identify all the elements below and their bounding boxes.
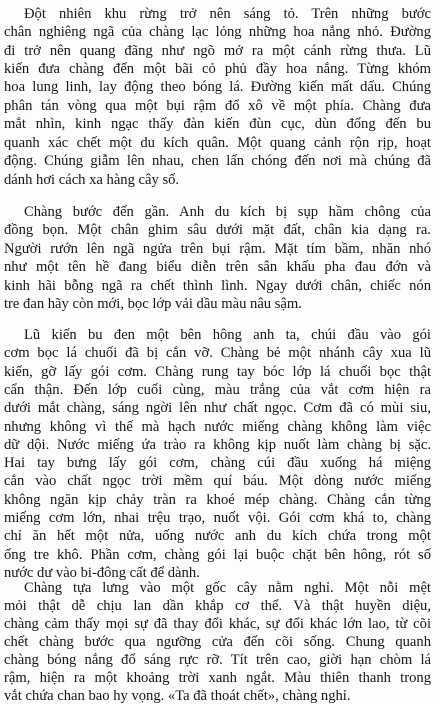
text-line: như một tên hề đang biểu diễn trên sân khấu pha đau đớn và: [4, 259, 431, 275]
text-line: cẩn thận. Đến lớp cuối cùng, màu trắng của vắt cơm hiện ra: [4, 382, 431, 398]
text-line: kiến, gỡ lấy gói cơm. Chàng rung tay bóc lớp lá chuối bọc thật: [4, 364, 431, 380]
text-line: chỉ ăn hết một nửa, uống nước anh du kích chứa trong một: [4, 528, 431, 544]
text-line: Chàng bước đến gần. Anh du kích bị sụp hầm chông của: [24, 204, 431, 220]
text-line: không ngăn kịp chảy tràn ra khoé mép chàng. Chàng cắn từng: [4, 492, 431, 508]
text-line: kiến đưa chàng đến một bãi cỏ phủ đầy hoa nắng. Từng khóm: [4, 61, 431, 77]
text-line: tre đan hãy còn mới, bọc lớp vải dầu màu nâu sậm.: [4, 296, 302, 312]
text-line: dữ dội. Nước miếng ứa trào ra không kịp nuốt làm chàng bị sặc.: [4, 437, 431, 453]
text-line: Hai tay bưng lấy gói cơm, chàng cúi đầu xuống há miệng: [4, 455, 431, 471]
text-line: chết chàng bước qua ngưỡng cửa đến cõi sống. Chung quanh: [4, 634, 431, 650]
text-line: nhưng không vì thế mà hạch nước miếng chàng không làm việc: [4, 419, 431, 435]
text-line: cắn vào chất ngọc trời mềm quí báu. Một dòng nước miếng: [4, 473, 431, 489]
text-line: Người rướn lên ngã ngửa trên bụi rậm. Mặt tím bầm, nhăn nhó: [4, 241, 431, 257]
text-line: ống tre khô. Phần cơm, chàng gói lại buộc chặt bên hông, rót số: [4, 547, 431, 563]
text-line: kinh hãi bỗng ngã ra chết thình lình. Ngay dưới chân, chiếc nón: [4, 278, 431, 294]
text-line: dánh hơi cách xa hàng cây số.: [4, 172, 180, 188]
text-line: chân nghiêng ngã của chàng lạc lỏng những hoa nắng nhỏ. Đường: [4, 24, 431, 40]
text-line: đi trở nên quang đãng như ngõ mở ra một cánh rừng thưa. Lũ: [4, 43, 431, 59]
text-line: Đột nhiên khu rừng trở nên sáng tỏ. Trên những bước: [24, 6, 431, 22]
text-line: dưới mắt chàng, sáng ngời lên như chất ngọc. Cơm đã có mùi siu,: [4, 400, 431, 416]
text-line: đồng bọn. Một chân ghim sâu dưới mặt đất, chân kia dạng ra.: [4, 222, 431, 238]
text-line: chàng bóng nắng đổ sáng rực rỡ. Tít trên cao, giời hạn chòm lá: [4, 652, 431, 668]
text-line: miếng cơm lớn, nhai trệu trạo, nuốt vội. Gói cơm khá to, chàng: [4, 510, 431, 526]
text-line: cơm bọc lá chuối đã bị cắn vỡ. Chàng bẻ một nhánh cây xua lũ: [4, 345, 431, 361]
text-line: quanh xác chết một du kích quân. Một quang cảnh rộn rịp, hoạt: [4, 135, 431, 151]
text-line: mỏi thật dễ chịu lan dần khắp cơ thể. Và thật huyền diệu,: [4, 598, 431, 614]
text-line: rậm, hiện ra một khoảng trời xanh ngắt. Màu thiên thanh trong: [4, 670, 431, 686]
text-line: phân tán vòng qua một bụi rậm đổ xô về một phía. Chàng đưa: [4, 98, 431, 114]
text-line: chàng cảm thấy mọi sự đã thay đổi khác, sự đổi khác lớn lao, từ cõi: [4, 616, 431, 632]
text-line: Chàng tựa lưng vào một gốc cây nằm nghỉ. Một nỗi mệt: [24, 580, 431, 596]
text-line: nước dư vào bi-đông cất để dành.: [4, 565, 200, 581]
text-line: Lũ kiến bu đen một bên hông anh ta, chúi đầu vào gói: [24, 327, 431, 343]
text-line: động. Chúng giẫm lên nhau, chen lấn chóng đến nơi mà chúng đã: [4, 153, 431, 169]
text-line: hoa lung linh, lay động theo bóng lá. Đường kiến mất dấu. Chúng: [4, 79, 431, 95]
text-line: vắt chứa chan bao hy vọng. «Ta đã thoát chết», chàng nghỉ.: [4, 688, 351, 704]
text-line: mắt nhìn, kinh ngạc thấy đàn kiến đùn cục, dùn đống đến bu: [4, 116, 431, 132]
